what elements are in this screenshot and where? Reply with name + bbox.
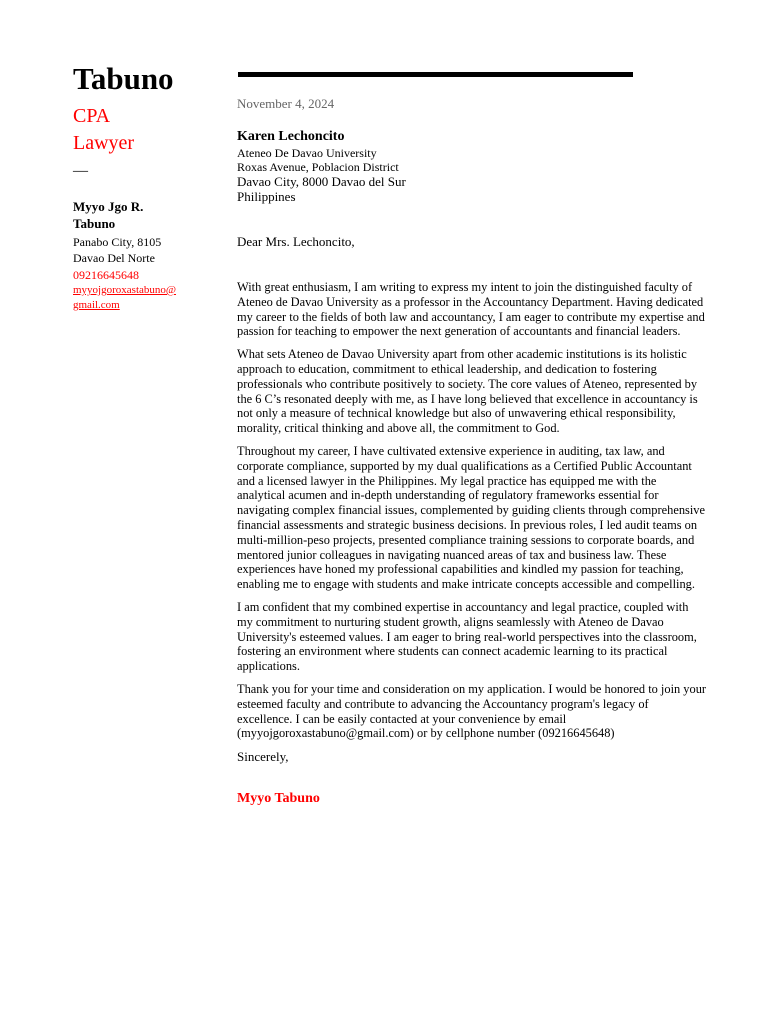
header-rule: [238, 72, 633, 77]
letter-date: November 4, 2024: [237, 96, 335, 111]
name-header: Tabuno: [73, 61, 174, 96]
recipient-country: Philippines: [237, 189, 296, 204]
contact-phone: 09216645648: [73, 268, 139, 282]
paragraph-thanks: Thank you for your time and consideration on my application. I would be honored to join your esteemed faculty and contribute to advancing the Accountancy program's legacy of excellence. I can be easily contacted at your convenience by email (myyojgoroxastabuno@gmail.com) or by cellphone number (09216645648): [237, 681, 707, 741]
recipient-institution: Ateneo De Davao University: [237, 146, 377, 160]
title-lawyer: Lawyer: [73, 132, 135, 154]
paragraph-intro: With great enthusiasm, I am writing to express my intent to join the distinguished faculty of Ateneo de Davao University as a professor in the Accountancy Department. Having dedicated my career to the fields of both law and accountancy, I am eager to contribute my expertise and passion for teaching to empower the next generation of accountants and financial leaders.: [237, 280, 705, 339]
recipient-street: Roxas Avenue, Poblacion District: [237, 160, 399, 174]
paragraph-confidence: I am confident that my combined expertise in accountancy and legal practice, coupled with my commitment to nurturing student growth, aligns seamlessly with Ateneo de Davao University's esteemed values. I am eager to bring real-world perspectives into the classroom, fostering an environment where students can connect academic learning to its practical applications.: [237, 599, 697, 674]
paragraph-experience: Throughout my career, I have cultivated extensive experience in auditing, tax law, and corporate compliance, supported by my dual qualifications as a Certified Public Accountant and a licensed lawyer in the Philippines. My legal practice has equipped me with the analytical acumen and in-depth understanding of regulatory frameworks essential for navigating complex financial issues, complemented by guiding clients through comprehensive financial assessments and strategic business decisions. In previous roles, I led audit teams on multi-million-peso projects, presented compliance training sessions to corporate boards, and mentored junior colleagues in navigating nuanced areas of tax and business law. These experiences have honed my professional capabilities and kindled my passion for teaching, enabling me to engage with students and make intricate concepts accessible and compelling.: [237, 443, 705, 592]
contact-name: Myyo Jgo R. Tabuno: [73, 199, 144, 231]
closing: Sincerely,: [237, 749, 289, 765]
recipient-name: Karen Lechoncito: [237, 129, 345, 144]
salutation: Dear Mrs. Lechoncito,: [237, 234, 355, 249]
signature: Myyo Tabuno: [237, 791, 320, 807]
recipient-city: Davao City, 8000 Davao del Sur: [237, 174, 406, 189]
sidebar: [73, 60, 223, 313]
letter-body: [237, 96, 707, 808]
title-cpa: CPA: [73, 105, 111, 127]
contact-email-link[interactable]: myyojgoroxastabuno@gmail.com: [73, 284, 177, 311]
contact-address: Panabo City, 8105 Davao Del Norte: [73, 235, 162, 265]
sidebar-divider: —: [73, 163, 88, 179]
paragraph-values: What sets Ateneo de Davao University apart from other academic institutions is its holistic approach to education, commitment to ethical leadership, and dedication to fostering professionals who contribute positively to society. The core values of Ateneo, represented by the 6 C’s resonated deeply with me, as I have long believed that excellence in accountancy is not only a measure of technical knowledge but also of unwavering ethical responsibility, morality, critical thinking and above all, the commitment to God.: [237, 347, 698, 436]
